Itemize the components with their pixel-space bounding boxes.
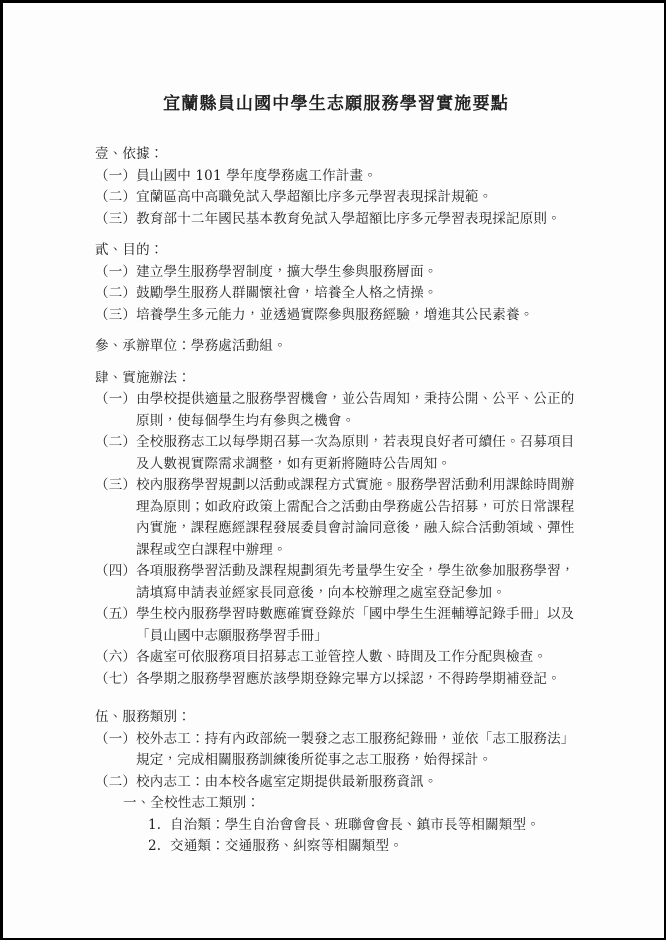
- sublist-entry: [148, 815, 577, 837]
- section-implementation: [95, 368, 577, 691]
- clause-item: （五）學生校內服務學習時數應確實登錄於「國中學生生涯輔導記錄手冊」以及「員山國中志願服務學習手冊」: [95, 606, 575, 644]
- clause-item: （二）宜蘭區高中高職免試入學超額比序多元學習表現採計規範。: [95, 189, 493, 205]
- clause-item: （一）校外志工：持有內政部統一製發之志工服務紀錄冊，並依「志工服務法」規定，完成相關服務訓練後所從事之志工服務，始得採計。: [95, 730, 575, 768]
- section-organizer-header: 參、承辦單位：學務處活動組。: [95, 338, 287, 354]
- entry-text: 交通類：交通服務、糾察等相關類型。: [170, 838, 403, 854]
- clause-item: （三）校內服務學習規劃以活動或課程方式實施。服務學習活動利用課餘時間辦理為原則；如政府政策上需配合之活動由學務處公告招募，可於日常課程內實施，課程應經課程發展委員會討論同意後，融入綜合活動領域、彈性課程或空白課程中辦理。: [95, 477, 575, 558]
- clause-item: （七）各學期之服務學習應於該學期登錄完畢方以採認，不得跨學期補登記。: [95, 670, 561, 687]
- clause-item: （一）建立學生服務學習制度，擴大學生參與服務層面。: [95, 263, 438, 280]
- clause-item: （一）由學校提供適量之服務學習機會，並公告周知，秉持公開、公平、公正的原則，使每個學生均有參與之機會。: [95, 391, 575, 429]
- clause-item: （二）校內志工：由本校各處室定期提供最新服務資訊。: [95, 773, 438, 790]
- clause-item: （三）教育部十二年國民基本教育免試入學超額比序多元學習表現採記原則。: [95, 210, 561, 227]
- section-organizer: [95, 336, 577, 358]
- entry-number: 1.: [148, 816, 162, 833]
- entry-number: 2.: [148, 838, 162, 854]
- clause-item: （四）各項服務學習活動及課程規劃須先考量學生安全，學生欲參加服務學習，請填寫申請表並經家長同意後，向本校辦理之處室登記參加。: [95, 563, 575, 601]
- document-content: [3, 3, 664, 858]
- sublist-entry: [148, 836, 577, 858]
- document-title: 宜蘭縣員山國中學生志願服務學習實施要點: [163, 94, 509, 114]
- section-basis: [95, 144, 577, 230]
- section-purpose: [95, 240, 577, 326]
- clause-item: （六）各處室可依服務項目招募志工並管控人數、時間及工作分配與檢查。: [95, 649, 548, 665]
- clause-item: （二）全校服務志工以每學期召募一次為原則，若表現良好者可續任。召募項目及人數視實際需求調整，如有更新將隨時公告周知。: [95, 434, 575, 472]
- clause-item: （二）鼓勵學生服務人群關懷社會，培養全人格之情操。: [95, 285, 438, 301]
- section-service-categories-header: 伍、服務類別：: [95, 709, 191, 725]
- clause-item: （三）培養學生多元能力，並透過實際參與服務經驗，增進其公民素養。: [95, 306, 534, 323]
- section-purpose-header: 貳、目的：: [95, 242, 164, 258]
- section-basis-header: 壹、依據：: [95, 146, 164, 162]
- section-implementation-header: 肆、實施辦法：: [95, 369, 191, 386]
- entry-text: 自治類：學生自治會會長、班聯會會長、鎮市長等相關類型。: [170, 816, 540, 833]
- section-service-categories: [95, 707, 577, 858]
- sublist-header: 一、全校性志工類別：: [123, 795, 260, 811]
- clause-item: （一）員山國中 101 學年度學務處工作計畫。: [95, 167, 377, 184]
